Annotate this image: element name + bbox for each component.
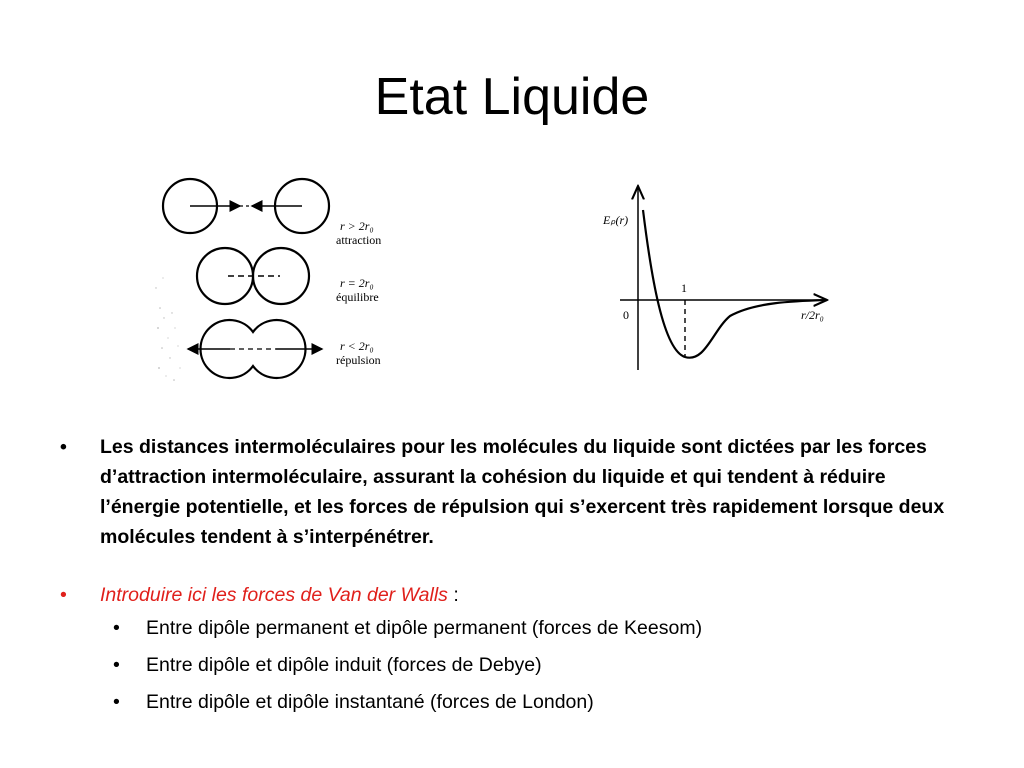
- sub-bullet-marker: •: [113, 617, 120, 639]
- bullet-item-van-der-walls: [60, 580, 970, 610]
- potential-curve: [643, 210, 827, 358]
- sub-bullet-text: Entre dipôle et dipôle instantané (forces de London): [146, 691, 594, 713]
- sub-bullet-debye: [60, 647, 970, 684]
- molecule-pair-equilibre: [197, 248, 379, 304]
- sub-bullet-text: Entre dipôle permanent et dipôle permanent (forces de Keesom): [146, 617, 703, 639]
- condition-label-repulsion: r < 2r₀: [340, 339, 374, 353]
- molecule-pair-repulsion: [188, 320, 381, 378]
- condition-label-attraction: r > 2r₀: [340, 219, 374, 233]
- y-axis-label: Eₚ(r): [603, 213, 629, 227]
- bullet-item-distances: [60, 432, 970, 552]
- x-axis-label: r/2r₀: [801, 308, 824, 322]
- sub-bullet-marker: •: [113, 691, 120, 713]
- van-der-walls-suffix: :: [447, 584, 459, 606]
- molecule-distance-figure: [150, 168, 400, 386]
- bullet-marker: •: [60, 436, 67, 458]
- state-label-equilibre: équilibre: [336, 290, 379, 304]
- bullet-marker: •: [60, 584, 67, 606]
- bullet-list: [60, 432, 970, 721]
- state-label-repulsion: répulsion: [336, 353, 381, 367]
- sub-bullet-keesom: [60, 610, 970, 647]
- condition-label-equilibre: r = 2r₀: [340, 276, 374, 290]
- minimum-tick-label: 1: [681, 281, 687, 295]
- slide-title: Etat Liquide: [374, 68, 650, 126]
- scan-speckle: [155, 277, 180, 380]
- sub-bullet-text: Entre dipôle et dipôle induit (forces de Debye): [146, 654, 542, 676]
- molecule-pair-attraction: [163, 179, 381, 247]
- bullet-text: Les distances intermoléculaires pour les molécules du liquide sont dictées par les forces d’attraction intermoléculaire, assurant la cohésion du liquide et qui tendent à réduire l’énergie potentielle, et les forces de répulsion qui s’exercent très rapidement lorsque deux molécules tendent à s’interpénétrer.: [100, 436, 945, 548]
- origin-label: 0: [623, 308, 629, 322]
- sub-bullet-london: [60, 684, 970, 721]
- potential-energy-graph: [595, 180, 845, 375]
- sub-bullet-list: [60, 610, 970, 721]
- sub-bullet-marker: •: [113, 654, 120, 676]
- state-label-attraction: attraction: [336, 233, 382, 247]
- van-der-walls-intro: Introduire ici les forces de Van der Walls: [100, 584, 448, 606]
